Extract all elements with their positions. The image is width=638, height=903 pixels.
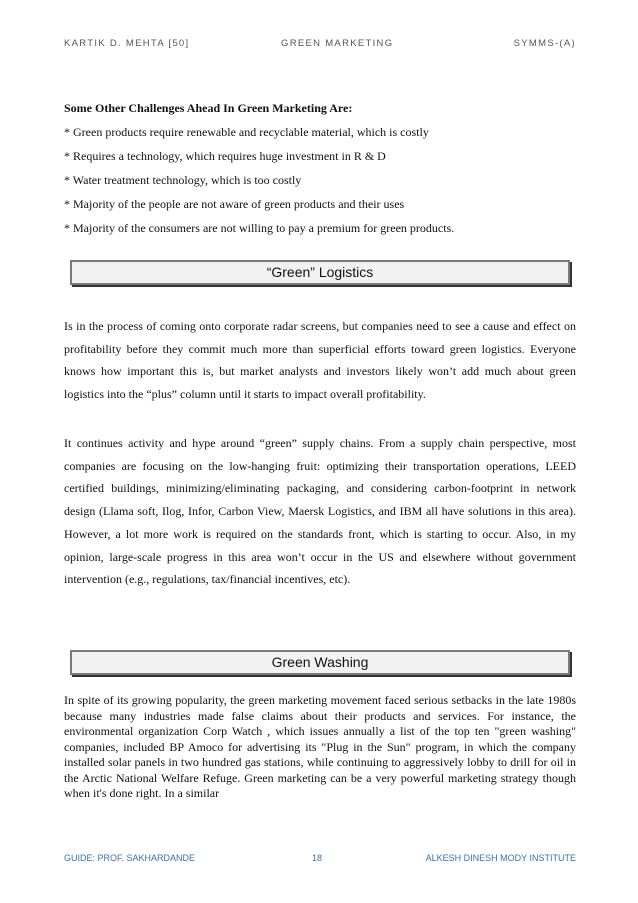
paragraph: In spite of its growing popularity, the green marketing movement faced serious setbacks in the late 1980s because many industries made false claims about their products and services. For instance, the environmental organization Corp Watch , which issues annually a list of the top ten "green washing" companies, included BP Amoco for advertising its "Plug in the Sun" program, in which the company installed solar panels in two hundred gas stations, while continuing to aggressively lobby to drill for oil in the Arctic National Welfare Refuge. Green marketing can be a very powerful marketing strategy though when it's done right. In a similar — [64, 693, 576, 800]
section-heading-green-washing: Green Washing — [70, 650, 570, 675]
challenge-item: * Majority of the people are not aware of green products and their uses — [64, 197, 405, 211]
challenges-block — [64, 100, 576, 244]
paragraph: Is in the process of coming onto corporate radar screens, but companies need to see a cause and effect on profitability before they commit much more than superficial efforts toward green logistics. Everyone knows how important this is, but market analysts and investors likely won’t add much about green logistics into the “plus” column until it starts to impact overall profitability. — [64, 319, 576, 402]
challenge-item: * Green products require renewable and recyclable material, which is costly — [64, 125, 429, 139]
header-title: GREEN MARKETING — [281, 38, 394, 49]
challenge-item: * Majority of the consumers are not willing to pay a premium for green products. — [64, 221, 455, 235]
page-number: 18 — [312, 853, 323, 863]
paragraph: It continues activity and hype around “green” supply chains. From a supply chain perspective, most companies are focusing on the low-hanging fruit: optimizing their transportation operations, LEED certified buildings, minimizing/eliminating packaging, and considering carbon-footprint in network design (Llama soft, Ilog, Infor, Carbon View, Maersk Logistics, and IBM all have solutions in this area). However, a lot more work is required on the standards front, which is starting to occur. Also, in my opinion, large-scale progress in this area won’t occur in the US and elsewhere without government intervention (e.g., regulations, tax/financial incentives, etc). — [64, 436, 576, 587]
header-author: KARTIK D. MEHTA [50] — [64, 38, 190, 49]
page-footer — [64, 853, 576, 865]
footer-guide: GUIDE: PROF. SAKHARDANDE — [64, 853, 196, 863]
challenge-item: * Water treatment technology, which is too costly — [64, 173, 302, 187]
header-class: SYMMS-(A) — [513, 38, 576, 49]
footer-institute: ALKESH DINESH MODY INSTITUTE — [425, 853, 576, 863]
page-header — [64, 38, 576, 52]
section-heading-green-logistics: “Green” Logistics — [70, 260, 570, 285]
challenges-title: Some Other Challenges Ahead In Green Marketing Are: — [64, 101, 353, 115]
challenge-item: * Requires a technology, which requires huge investment in R & D — [64, 149, 386, 163]
